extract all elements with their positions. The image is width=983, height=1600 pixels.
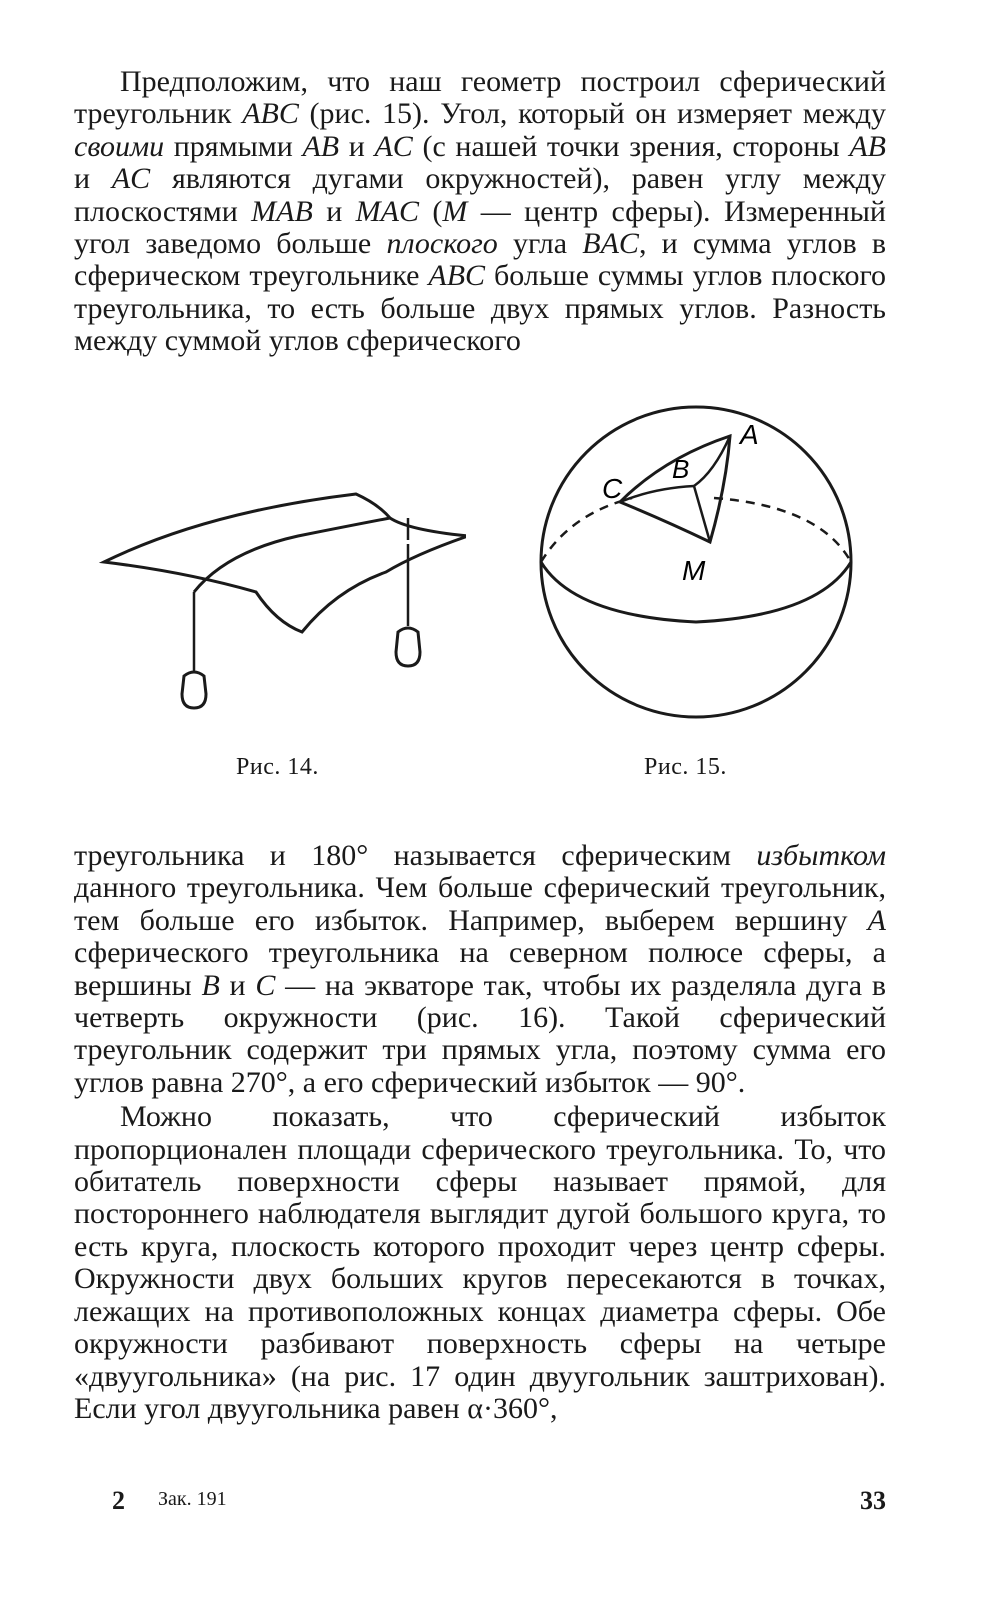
paragraph-1: Предположим, что наш геометр построил сферический треугольник ABC (рис. 15). Угол, который он измеряет между своими прямыми AB и AC (с нашей точки зрения, стороны AB и AC являются дугами окружностей), равен углу между плоскостями MAB и MAC (M — центр сферы). Измеренный угол заведомо больше плоского угла BAC, и сумма углов в сферическом треугольнике ABC больше суммы углов плоского треугольника, то есть больше двух прямых углов. Разность между суммой углов сферического — [74, 66, 886, 358]
page-footer — [74, 1486, 886, 1520]
figure-15-sphere — [534, 402, 856, 732]
triangle-edge-ab — [620, 486, 710, 542]
label-b: B — [672, 454, 690, 484]
surface-fold — [194, 518, 390, 592]
weight-left — [182, 672, 206, 708]
page — [74, 66, 886, 1425]
equator-back — [541, 498, 851, 562]
figure-15-caption: Рис. 15. — [644, 754, 727, 780]
signature-number: 2 — [112, 1486, 125, 1515]
signature-text: Зак. 191 — [158, 1488, 227, 1510]
figure-14-caption: Рис. 14. — [236, 754, 319, 780]
figure-14-curved-surface — [86, 472, 466, 752]
label-m: M — [682, 555, 706, 586]
weight-right — [396, 628, 420, 666]
surface-outline — [104, 494, 466, 632]
paragraph-2: треугольника и 180° называется сферическим избытком данного треугольника. Чем больше сферический треугольник, тем больше его избыток. Например, выберем вершину A сферического треугольника на северном полюсе сферы, а вершины B и C — на экваторе так, чтобы их разделяла дуга в четверть окружности (рис. 16). Такой сферический треугольник содержит три прямых угла, поэтому сумма его углов равна 270°, а его сферический избыток — 90°. — [74, 839, 886, 1099]
paragraph-3: Можно показать, что сферический избыток пропорционален площади сферического треугольника. То, что обитатель поверхности сферы называет прямой, для постороннего наблюдателя выглядит дугой большого круга, то есть круга, плоскость которого проходит через центр сферы. Окружности двух больших кругов пересекаются в точках, лежащих на противоположных концах диаметра сферы. Обе окружности разбивают поверхность сферы на четыре «двуугольника» (на рис. 17 один двуугольник заштрихован). Если угол двуугольника равен α·360°, — [74, 1100, 886, 1425]
label-a: A — [740, 419, 759, 450]
label-c: C — [602, 473, 623, 504]
figures-row — [74, 402, 886, 822]
page-number: 33 — [860, 1486, 886, 1515]
spherical-triangle — [620, 436, 730, 542]
